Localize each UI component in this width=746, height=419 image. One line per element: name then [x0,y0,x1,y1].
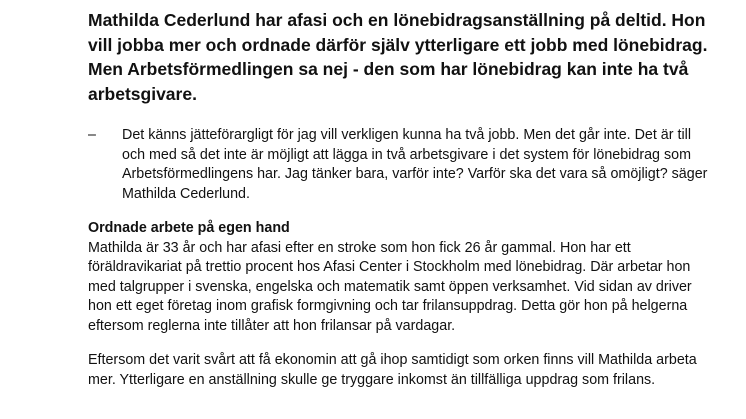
body-paragraph-2: Eftersom det varit svårt att få ekonomin att gå ihop samtidigt som orken finns vill Mathilda arbeta mer. Ytterligare en anställning skulle ge tryggare inkomst än tillfälliga uppdrag som frilans. [88,352,697,388]
document-page [88,8,708,390]
quote-block [88,126,708,204]
section-subheading: Ordnade arbete på egen hand [88,220,290,236]
body-paragraph-1: Mathilda är 33 år och har afasi efter en stroke som hon fick 26 år gammal. Hon har ett föräldravikariat på trettio procent hos Afasi Center i Stockholm med lönebidrag. Där arbetar hon med talgrupper i svenska, engelska och matematik samt öppen verksamhet. Vid sidan av driver hon ett eget företag inom grafisk formgivning och tar frilansuppdrag. Detta gör hon på helgerna eftersom reglerna inte tillåter att hon frilansar på vardagar. [88,239,692,334]
lead-paragraph: Mathilda Cederlund har afasi och en lönebidragsanställning på deltid. Hon vill jobba mer och ordnade därför själv ytterligare ett jobb med lönebidrag. Men Arbetsförmedlingen sa nej - den som har lönebidrag kan inte ha två arbetsgivare. [88,10,708,104]
quote-text: Det känns jätteförargligt för jag vill verkligen kunna ha två jobb. Men det går inte. Det är till och med så det inte är möjligt att lägga in två arbetsgivare i det system för lönebidrag som Arbetsförmedlingens har. Jag tänker bara, varför inte? Varför ska det vara så omöjligt? säger Mathilda Cederlund. [122,127,708,202]
quote-dash: – [88,127,96,143]
